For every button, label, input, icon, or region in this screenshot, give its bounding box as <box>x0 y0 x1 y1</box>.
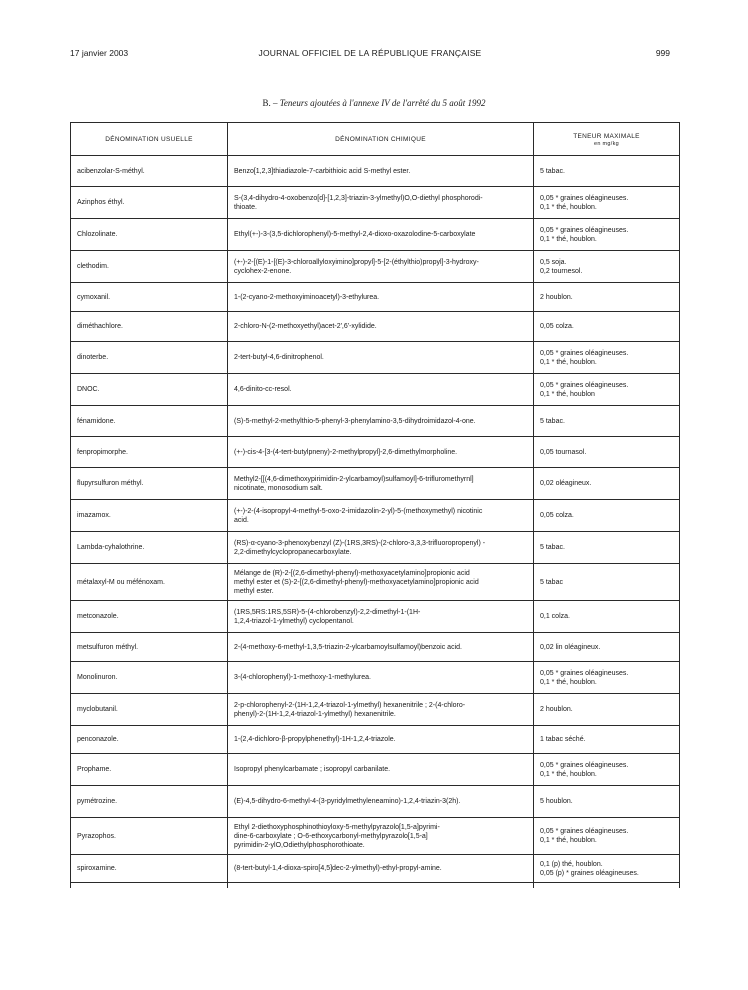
table-row <box>71 312 680 342</box>
max-content-cell: 5 tabac <box>534 564 680 601</box>
max-content-cell: 0,05 * graines oléagineuses. 0,1 * thé, houblon. <box>534 754 680 786</box>
max-content-cell: 0,05 * graines oléagineuses. 0,1 * thé, houblon. <box>534 818 680 855</box>
usual-name-cell: acibenzolar-S-méthyl. <box>71 156 228 187</box>
usual-name-cell: cymoxanil. <box>71 283 228 312</box>
chemical-name-cell: 1-(2-cyano-2-methoxyiminoacetyl)-3-ethylurea. <box>228 283 534 312</box>
usual-name-cell: flupyrsulfuron méthyl. <box>71 468 228 500</box>
chemical-name-cell: Ethyl(+-)-3-(3,5-dichlorophenyl)-5-methyl-2,4-dioxo-oxazolodine-5-carboxylate <box>228 219 534 251</box>
max-content-cell: 0,05 * graines oléagineuses. 0,1 * thé, houblon. <box>534 342 680 374</box>
table-row <box>71 468 680 500</box>
max-content-cell: 5 houblon. <box>534 786 680 818</box>
max-content-cell: 0,05 tournasol. <box>534 437 680 468</box>
max-content-cell: 0,02 oléagineux. <box>534 468 680 500</box>
chemical-name-cell: 2-(4-methoxy-6-methyl-1,3,5-triazin-2-ylcarbamoylsulfamoyl)benzoic acid. <box>228 633 534 662</box>
table-row <box>71 694 680 726</box>
usual-name-cell: metsulfuron méthyl. <box>71 633 228 662</box>
max-content-cell: 0,05 * graines oléagineuses. 0,1 * thé, houblon. <box>534 662 680 694</box>
usual-name-cell: fenpropimorphe. <box>71 437 228 468</box>
usual-name-cell: Lambda-cyhalothrine. <box>71 532 228 564</box>
usual-name-cell: penconazole. <box>71 726 228 754</box>
usual-name-cell: metconazole. <box>71 601 228 633</box>
continuation-cell <box>534 883 680 889</box>
chemical-name-cell: 2-tert-butyl-4,6-dinitrophenol. <box>228 342 534 374</box>
chemical-name-cell: 2-p-chlorophenyl-2-(1H-1,2,4-triazol-1-ylmethyl) hexanenitrile ; 2-(4-chloro- phenyl)-2-(1H-1,2,4-triazol-1-ylmethyl) hexanenitrile. <box>228 694 534 726</box>
usual-name-cell: dinoterbe. <box>71 342 228 374</box>
table-row <box>71 601 680 633</box>
table-row <box>71 251 680 283</box>
usual-name-cell: clethodim. <box>71 251 228 283</box>
table-row <box>71 633 680 662</box>
header-max-content <box>534 123 680 156</box>
max-content-cell: 0,1 (p) thé, houblon. 0,05 (p) * graines oléagineuses. <box>534 855 680 883</box>
chemical-name-cell: Isopropyl phenylcarbamate ; isopropyl carbanilate. <box>228 754 534 786</box>
max-content-cell: 0,05 * graines oléagineuses. 0,1 * thé, houblon. <box>534 219 680 251</box>
max-content-cell: 5 tabac. <box>534 406 680 437</box>
section-title <box>0 98 748 108</box>
max-content-cell: 0,05 * graines oléagineuses. 0,1 * thé, houblon <box>534 374 680 406</box>
table-row <box>71 818 680 855</box>
page-number: 999 <box>655 48 670 58</box>
chemical-name-cell: Methyl2-[[(4,6-dimethoxypirimidin-2-ylcarbamoyl)sulfamoyl]-6-trifluromethyrnl] nicotinate, monosodium salt. <box>228 468 534 500</box>
chemical-name-cell: Mélange de (R)-2-[(2,6-dimethyl-phenyl)-methoxyacetylamino]propionic acid methyl ester et (S)-2-[(2,6-dimethyl-phenyl)-methoxyacetylamino]propionic acid methyl ester. <box>228 564 534 601</box>
table-row <box>71 187 680 219</box>
table-row <box>71 406 680 437</box>
usual-name-cell: Pyrazophos. <box>71 818 228 855</box>
table-header-row <box>71 123 680 156</box>
table-row <box>71 532 680 564</box>
table-body <box>71 156 680 889</box>
chemical-name-cell: (+-)-2-(4-isopropyl-4-methyl-5-oxo-2-imidazolin-2-yl)-5-(methoxymethyl) nicotinic acid. <box>228 500 534 532</box>
chemical-name-cell: (1RS,5RS:1RS,5SR)-5-(4-chlorobenzyl)-2,2-dimethyl-1-(1H- 1,2,4-triazol-1-ylmethyl) cyclopentanol. <box>228 601 534 633</box>
table-row <box>71 156 680 187</box>
usual-name-cell: métalaxyl-M ou méfénoxam. <box>71 564 228 601</box>
header-usual-name: DÉNOMINATION USUELLE <box>71 123 228 156</box>
chemical-name-cell: Ethyl 2-diethoxyphosphinothioyloxy-5-methylpyrazolo[1,5-a]pyrimi- dine-6-carboxylate ; O-6-ethoxycarbonyl-methylpyrazolo[1,5-a] pyrimidin-2-ylO,Odiethylphosphorothioate. <box>228 818 534 855</box>
continuation-cell <box>71 883 228 889</box>
header-chemical-name: DÉNOMINATION CHIMIQUE <box>228 123 534 156</box>
chemical-name-cell: S-(3,4-dihydro-4-oxobenzo[d]-[1,2,3]-triazin-3-ylmethyl)O,O-diethyl phosphorodi- thioate. <box>228 187 534 219</box>
max-content-cell: 5 tabac. <box>534 532 680 564</box>
table-row <box>71 283 680 312</box>
max-content-cell: 0,02 lin oléagineux. <box>534 633 680 662</box>
table-row <box>71 342 680 374</box>
section-title-text: Teneurs ajoutées à l'annexe IV de l'arrêté du 5 août 1992 <box>279 98 486 108</box>
table-row <box>71 726 680 754</box>
usual-name-cell: fénamidone. <box>71 406 228 437</box>
chemical-name-cell: 3-(4-chlorophenyl)-1-methoxy-1-methylurea. <box>228 662 534 694</box>
max-content-cell: 0,05 colza. <box>534 500 680 532</box>
max-content-cell: 0,5 soja. 0,2 tournesol. <box>534 251 680 283</box>
usual-name-cell: imazamox. <box>71 500 228 532</box>
chemical-name-cell: (E)-4,5-dihydro-6-methyl-4-(3-pyridylmethyleneamino)-1,2,4-triazin-3(2h). <box>228 786 534 818</box>
usual-name-cell: Monolinuron. <box>71 662 228 694</box>
usual-name-cell: DNOC. <box>71 374 228 406</box>
table-row <box>71 374 680 406</box>
max-content-cell: 0,1 colza. <box>534 601 680 633</box>
header-max-unit: en mg/kg <box>593 140 620 147</box>
max-content-cell: 2 houblon. <box>534 283 680 312</box>
journal-title: JOURNAL OFFICIEL DE LA RÉPUBLIQUE FRANÇAISE <box>258 48 482 58</box>
chemical-name-cell: Benzo[1,2,3]thiadiazole-7-carbithioic acid S-methyl ester. <box>228 156 534 187</box>
chemical-name-cell: (+-)-cis-4-[3-(4-tert-butylpneny)-2-methylpropyl]-2,6-dimethylmorpholine. <box>228 437 534 468</box>
table-row <box>71 219 680 251</box>
chemical-name-cell: (+-)-2-[(E)-1-[(E)-3-chloroallyloxyimino]propyl]-5-[2-(éthylthio)propyl]-3-hydroxy- cyclohex-2-enone. <box>228 251 534 283</box>
usual-name-cell: spiroxamine. <box>71 855 228 883</box>
table-row <box>71 500 680 532</box>
page-header <box>70 48 670 62</box>
chemical-name-cell: 1-(2,4-dichloro-β-propylphenethyl)-1H-1,2,4-triazole. <box>228 726 534 754</box>
chemical-name-cell: (8-tert-butyl-1,4-dioxa-spiro[4,5]dec-2-ylmethyl)-ethyl-propyl-amine. <box>228 855 534 883</box>
section-label: B. – <box>262 98 278 108</box>
table-row <box>71 786 680 818</box>
table-row <box>71 564 680 601</box>
max-content-cell: 0,05 colza. <box>534 312 680 342</box>
usual-name-cell: Prophame. <box>71 754 228 786</box>
table-row <box>71 437 680 468</box>
header-date: 17 janvier 2003 <box>70 48 129 58</box>
usual-name-cell: pymétrozine. <box>71 786 228 818</box>
max-content-cell: 5 tabac. <box>534 156 680 187</box>
max-content-cell: 1 tabac séché. <box>534 726 680 754</box>
table-row <box>71 855 680 883</box>
chemical-name-cell: 4,6-dinito-cc-resol. <box>228 374 534 406</box>
max-content-cell: 0,05 * graines oléagineuses. 0,1 * thé, houblon. <box>534 187 680 219</box>
table-continuation <box>71 883 680 889</box>
table-row <box>71 662 680 694</box>
header-max-label: TENEUR MAXIMALE <box>573 132 640 140</box>
chemical-name-cell: 2-chloro-N-(2-methoxyethyl)acet-2',6'-xylidide. <box>228 312 534 342</box>
usual-name-cell: Azinphos éthyl. <box>71 187 228 219</box>
continuation-cell <box>228 883 534 889</box>
chemical-name-cell: (S)-5-methyl-2-methylthio-5-phenyl-3-phenylamino-3,5-dihydroimidazol-4-one. <box>228 406 534 437</box>
usual-name-cell: diméthachlore. <box>71 312 228 342</box>
table-row <box>71 754 680 786</box>
residue-limits-table <box>70 122 680 888</box>
usual-name-cell: Chlozolinate. <box>71 219 228 251</box>
usual-name-cell: myclobutanil. <box>71 694 228 726</box>
chemical-name-cell: (RS)-α-cyano-3-phenoxybenzyl (Z)-(1RS,3RS)-(2-chloro-3,3,3-trifluoropropenyl) - 2,2-dimethylcyclopropanecarboxylate. <box>228 532 534 564</box>
max-content-cell: 2 houblon. <box>534 694 680 726</box>
